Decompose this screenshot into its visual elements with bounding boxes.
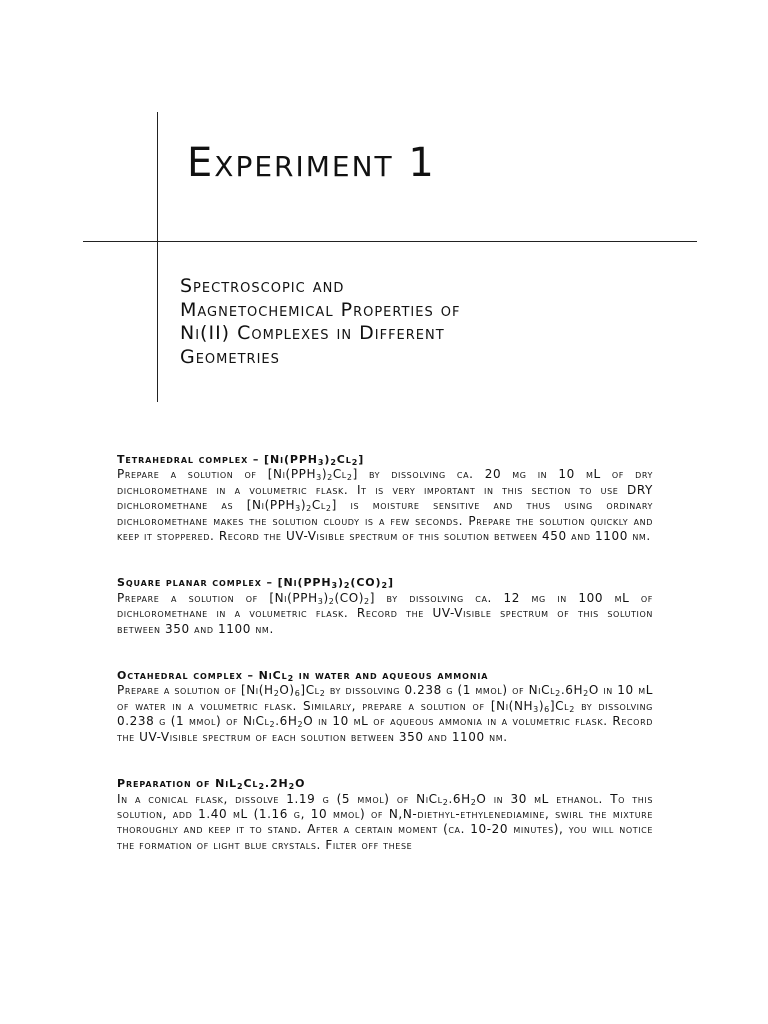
subtitle-line: Spectroscopic and bbox=[180, 275, 345, 297]
section-octahedral bbox=[117, 668, 653, 745]
section-heading: Tetrahedral complex – $[Ni(PPH_3)_2Cl_2]$ bbox=[117, 453, 365, 467]
vertical-rule bbox=[157, 112, 158, 402]
page-subtitle bbox=[180, 275, 660, 369]
page-title: Experiment 1 bbox=[187, 140, 436, 186]
section-preparation bbox=[117, 776, 653, 853]
section-heading: Octahedral complex – NiCl$_2$ in water and aqueous ammonia bbox=[117, 669, 489, 684]
section-text: Prepare a solution of $[Ni(PPH_3)_2(CO)_2]$ by dissolving ca. 12 mg in 100 mL of dichloromethane in a volumetric flask. Record the UV-Visible spectrum of this solution between 350 and 1100 nm. bbox=[117, 590, 654, 636]
section-text: Prepare a solution of $[Ni(PPH_3)_2Cl_2]$ by dissolving ca. 20 mg in 10 mL of dry dichloromethane in a volumetric flask. It is very important in this section to use DRY dichloromethane as $[Ni(PPH_3)_2Cl_2]$ is moisture sensitive and thus using ordinary dichloromethane makes the solution cloudy is a few seconds. Prepare the solution quickly and keep it stoppered. Record the UV-Visible spectrum of this solution between 450 and 1100 nm. bbox=[117, 467, 653, 544]
document-body bbox=[117, 452, 653, 884]
horizontal-rule bbox=[83, 241, 697, 242]
section-tetrahedral bbox=[117, 452, 653, 544]
section-square-planar bbox=[117, 575, 653, 637]
section-text: In a conical flask, dissolve 1.19 g (5 mmol) of $NiCl_2.6H_2O$ in 30 mL ethanol. To this solution, add 1.40 mL (1.16 g, 10 mmol) of N,N-diethyl-ethylenediamine, swirl the mixture thoroughly and keep it to stand. After a certain moment (ca. 10-20 minutes), you will notice the formation of light blue crystals. Filter off these bbox=[117, 791, 654, 852]
subtitle-line: Magnetochemical Properties of bbox=[180, 298, 461, 321]
subtitle-line: Ni(II) Complexes in Different bbox=[180, 322, 445, 344]
section-heading: Preparation of $NiL_2Cl_2.2H_2O$ bbox=[117, 777, 306, 792]
subtitle-line: Geometries bbox=[180, 345, 280, 368]
section-text: Prepare a solution of $[Ni(H_2O)_6]Cl_2$ by dissolving 0.238 g (1 mmol) of $NiCl_2.6H_2O$ in 10 mL of water in a volumetric flask. Similarly, prepare a solution of $[Ni(NH_3)_6]Cl_2$ by dissolving 0.238 g (1 mmol) of $NiCl_2.6H_2O$ in 10 mL of aqueous ammonia in a volumetric flask. Record the UV-Visible spectrum of each solution between 350 and 1100 nm. bbox=[117, 683, 653, 744]
section-heading: Square planar complex – $[Ni(PPH_3)_2(CO)_2]$ bbox=[117, 576, 394, 591]
